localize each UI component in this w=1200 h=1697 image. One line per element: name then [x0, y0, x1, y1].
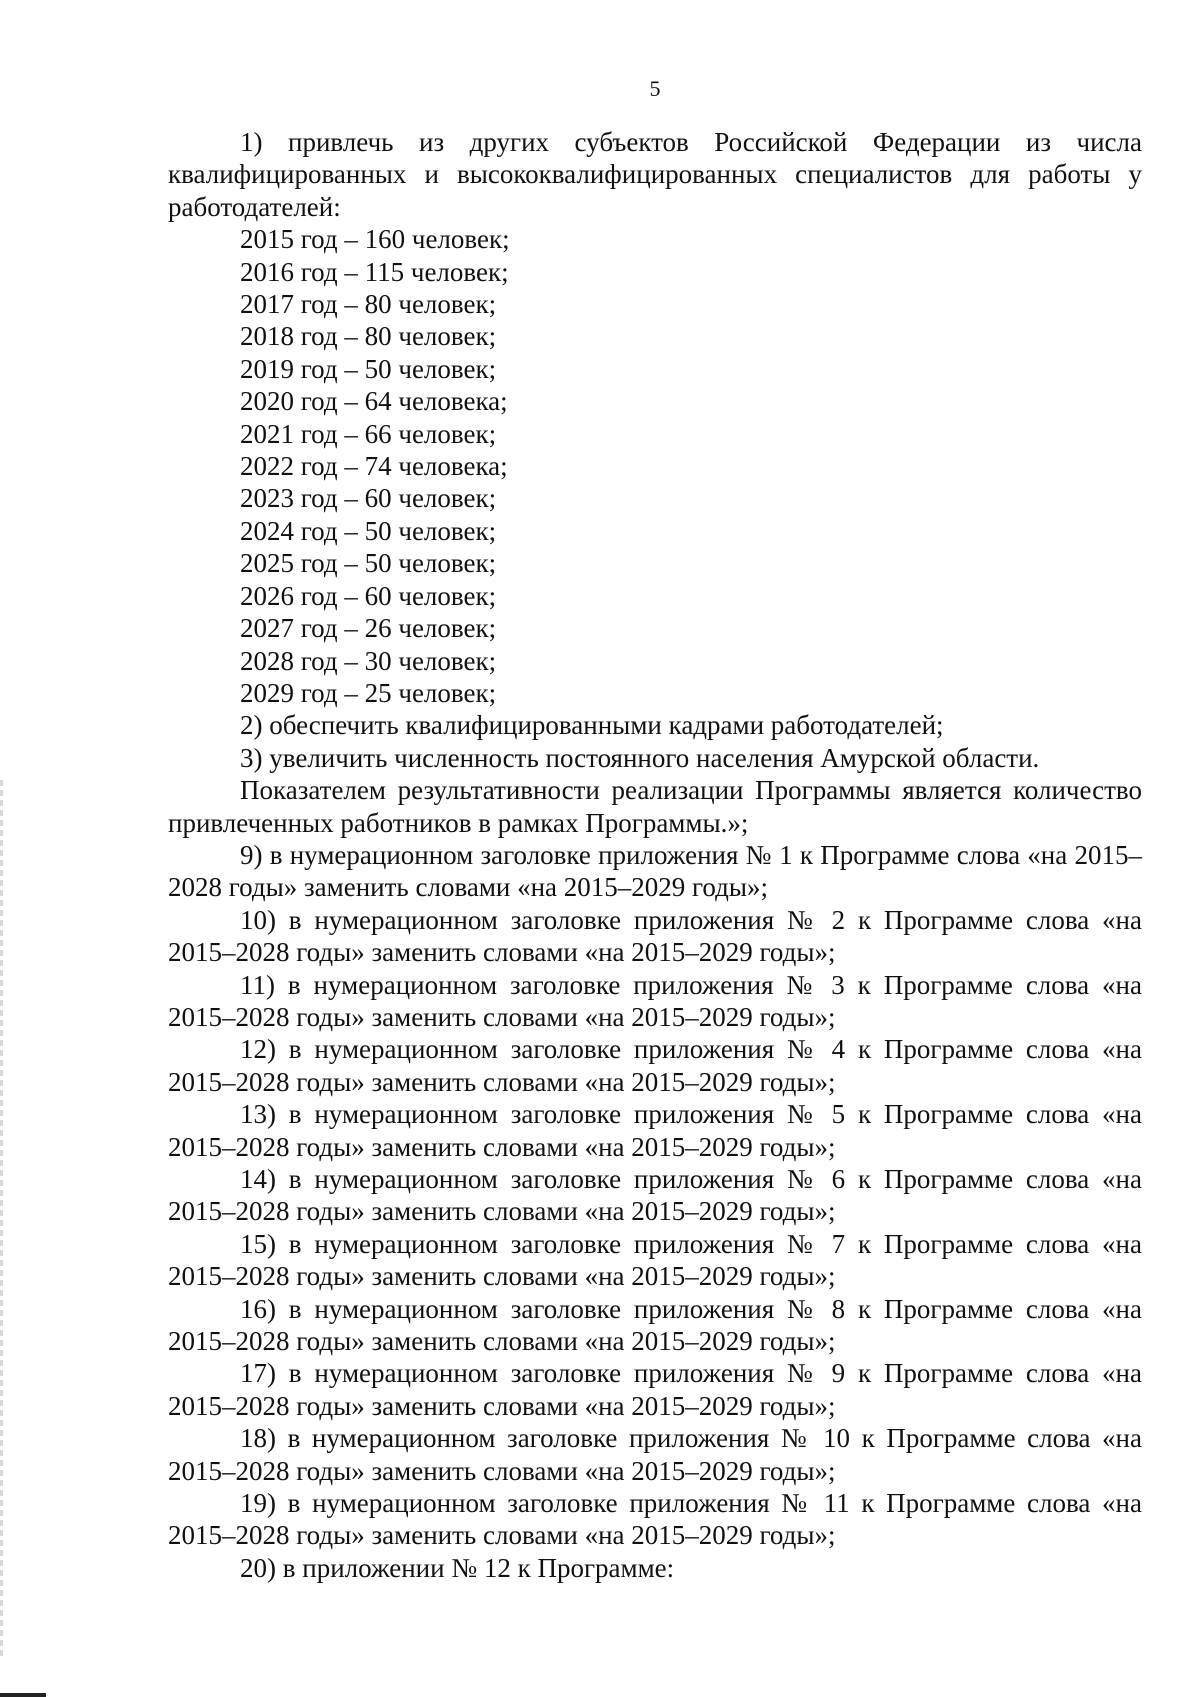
year-line: 2017 год – 80 человек;: [240, 289, 497, 320]
year-line: 2019 год – 50 человек;: [240, 353, 497, 384]
year-line: 2022 год – 74 человека;: [240, 451, 508, 482]
year-line: 2018 год – 80 человек;: [240, 321, 497, 352]
document-body: [168, 126, 1142, 1584]
year-line: 2024 год – 50 человек;: [240, 515, 497, 546]
year-line: 2029 год – 25 человек;: [240, 677, 497, 708]
year-line: 2027 год – 26 человек;: [240, 613, 497, 644]
year-list: [168, 223, 1142, 709]
amendment-paragraph: 18) в нумерационном заголовке приложения № 10 к Программе слова «на 2015–2028 годы» заменить словами «на 2015–2029 годы»;: [168, 1423, 1142, 1486]
indicator-paragraph: Показателем результативности реализации Программы является количество привлеченных работников в рамках Программы.»;: [168, 775, 1142, 838]
page-number: 5: [649, 76, 661, 101]
item-3-paragraph: 3) увеличить численность постоянного населения Амурской области.: [240, 742, 1040, 773]
amendment-paragraph: 14) в нумерационном заголовке приложения № 6 к Программе слова «на 2015–2028 годы» заменить словами «на 2015–2029 годы»;: [168, 1164, 1142, 1227]
scan-edge-artifact: [0, 780, 3, 1660]
amendment-paragraph: 10) в нумерационном заголовке приложения № 2 к Программе слова «на 2015–2028 годы» заменить словами «на 2015–2029 годы»;: [168, 904, 1142, 968]
scan-corner-artifact: [0, 1693, 46, 1697]
year-line: 2025 год – 50 человек;: [240, 548, 497, 579]
amendment-paragraph: 15) в нумерационном заголовке приложения № 7 к Программе слова «на 2015–2028 годы» заменить словами «на 2015–2029 годы»;: [168, 1228, 1142, 1292]
year-line: 2015 год – 160 человек;: [240, 224, 510, 255]
amendment-paragraph: 19) в нумерационном заголовке приложения № 11 к Программе слова «на 2015–2028 годы» заменить словами «на 2015–2029 годы»;: [168, 1488, 1142, 1551]
year-line: 2026 год – 60 человек;: [240, 580, 497, 611]
intro-paragraph: 1) привлечь из других субъектов Российской Федерации из числа квалифицированных и высококвалифицированных специалистов для работы у работодателей:: [168, 127, 1142, 222]
amendment-paragraph: 16) в нумерационном заголовке приложения № 8 к Программе слова «на 2015–2028 годы» заменить словами «на 2015–2029 годы»;: [168, 1293, 1142, 1357]
item-20-paragraph: 20) в приложении № 12 к Программе:: [240, 1552, 675, 1583]
item-2-paragraph: 2) обеспечить квалифицированными кадрами работодателей;: [240, 710, 944, 741]
year-line: 2021 год – 66 человек;: [240, 418, 497, 449]
amendment-paragraph: 12) в нумерационном заголовке приложения № 4 к Программе слова «на 2015–2028 годы» заменить словами «на 2015–2029 годы»;: [168, 1034, 1142, 1097]
year-line: 2023 год – 60 человек;: [240, 483, 497, 514]
year-line: 2028 год – 30 человек;: [240, 645, 497, 676]
amendment-paragraph: 17) в нумерационном заголовке приложения № 9 к Программе слова «на 2015–2028 годы» заменить словами «на 2015–2029 годы»;: [168, 1358, 1142, 1421]
year-line: 2016 год – 115 человек;: [240, 256, 509, 287]
year-line: 2020 год – 64 человека;: [240, 386, 508, 417]
amendment-paragraph: 13) в нумерационном заголовке приложения № 5 к Программе слова «на 2015–2028 годы» заменить словами «на 2015–2029 годы»;: [168, 1099, 1142, 1162]
amendment-paragraph: 11) в нумерационном заголовке приложения № 3 к Программе слова «на 2015–2028 годы» заменить словами «на 2015–2029 годы»;: [168, 969, 1142, 1032]
amendment-paragraph: 9) в нумерационном заголовке приложения № 1 к Программе слова «на 2015–2028 годы» заменить словами «на 2015–2029 годы»;: [168, 839, 1142, 903]
